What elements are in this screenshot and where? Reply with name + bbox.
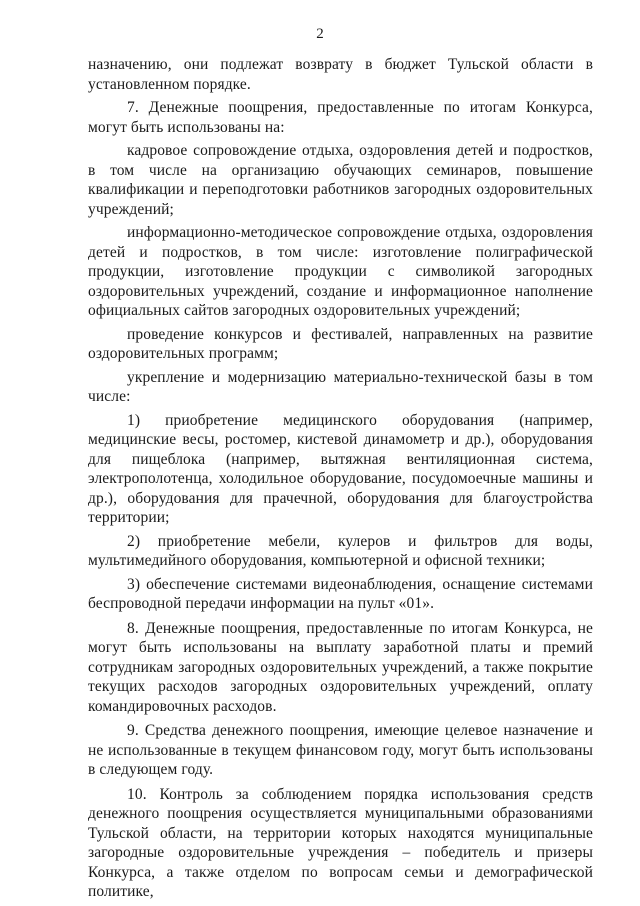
paragraph-7: 7. Денежные поощрения, предоставленные по итогам Конкурса, могут быть использованы на: — [88, 99, 593, 136]
page-number: 2 — [316, 26, 324, 42]
paragraph-staffing: кадровое сопровождение отдыха, оздоровления детей и подростков, в том числе на организацию обучающих семинаров, повышение квалификации и переподготовки работников загородных оздоровительных учреждений; — [88, 142, 593, 218]
document-body — [88, 55, 593, 906]
paragraph-9: 9. Средства денежного поощрения, имеющие целевое назначение и не использованные в текущем финансовом году, могут быть использованы в следующем году. — [88, 722, 593, 778]
paragraph-contests: проведение конкурсов и фестивалей, направленных на развитие оздоровительных программ; — [88, 325, 593, 362]
paragraph-material-base: укрепление и модернизацию материально-технической базы в том числе: — [88, 368, 593, 405]
paragraph-continuation: назначению, они подлежат возврату в бюджет Тульской области в установленном порядке. — [88, 56, 593, 93]
list-item-1: 1) приобретение медицинского оборудования (например, медицинские весы, ростомер, кистевой динамометр и др.), оборудования для пищеблока (например, вытяжная вентиляционная система, электрополотенца, холодильное оборудование, посудомоечные машины и др.), оборудования для прачечной, оборудования для благоустройства территории; — [88, 411, 593, 526]
paragraph-10: 10. Контроль за соблюдением порядка использования средств денежного поощрения осуществляется муниципальными образованиями Тульской области, на территории которых находятся муниципальные загородные оздоровительные учреждения – победитель и призеры Конкурса, а также отделом по вопросам семьи и демографической политике, — [88, 785, 593, 900]
list-item-3: 3) обеспечение системами видеонаблюдения, оснащение системами беспроводной передачи информации на пульт «01». — [88, 575, 593, 612]
paragraph-information-support: информационно-методическое сопровождение отдыха, оздоровления детей и подростков, в том числе: изготовление полиграфической продукции, изготовление продукции с символикой загородных оздоровительных учреждений, создание и информационное наполнение официальных сайтов загородных оздоровительных учреждений; — [88, 224, 593, 319]
paragraph-8: 8. Денежные поощрения, предоставленные по итогам Конкурса, не могут быть использованы на выплату заработной платы и премий сотрудникам загородных оздоровительных учреждений, а также покрытие текущих расходов загородных оздоровительных учреждений, оплату командировочных расходов. — [88, 619, 593, 715]
list-item-2: 2) приобретение мебели, кулеров и фильтров для воды, мультимедийного оборудования, компьютерной и офисной техники; — [88, 532, 593, 569]
